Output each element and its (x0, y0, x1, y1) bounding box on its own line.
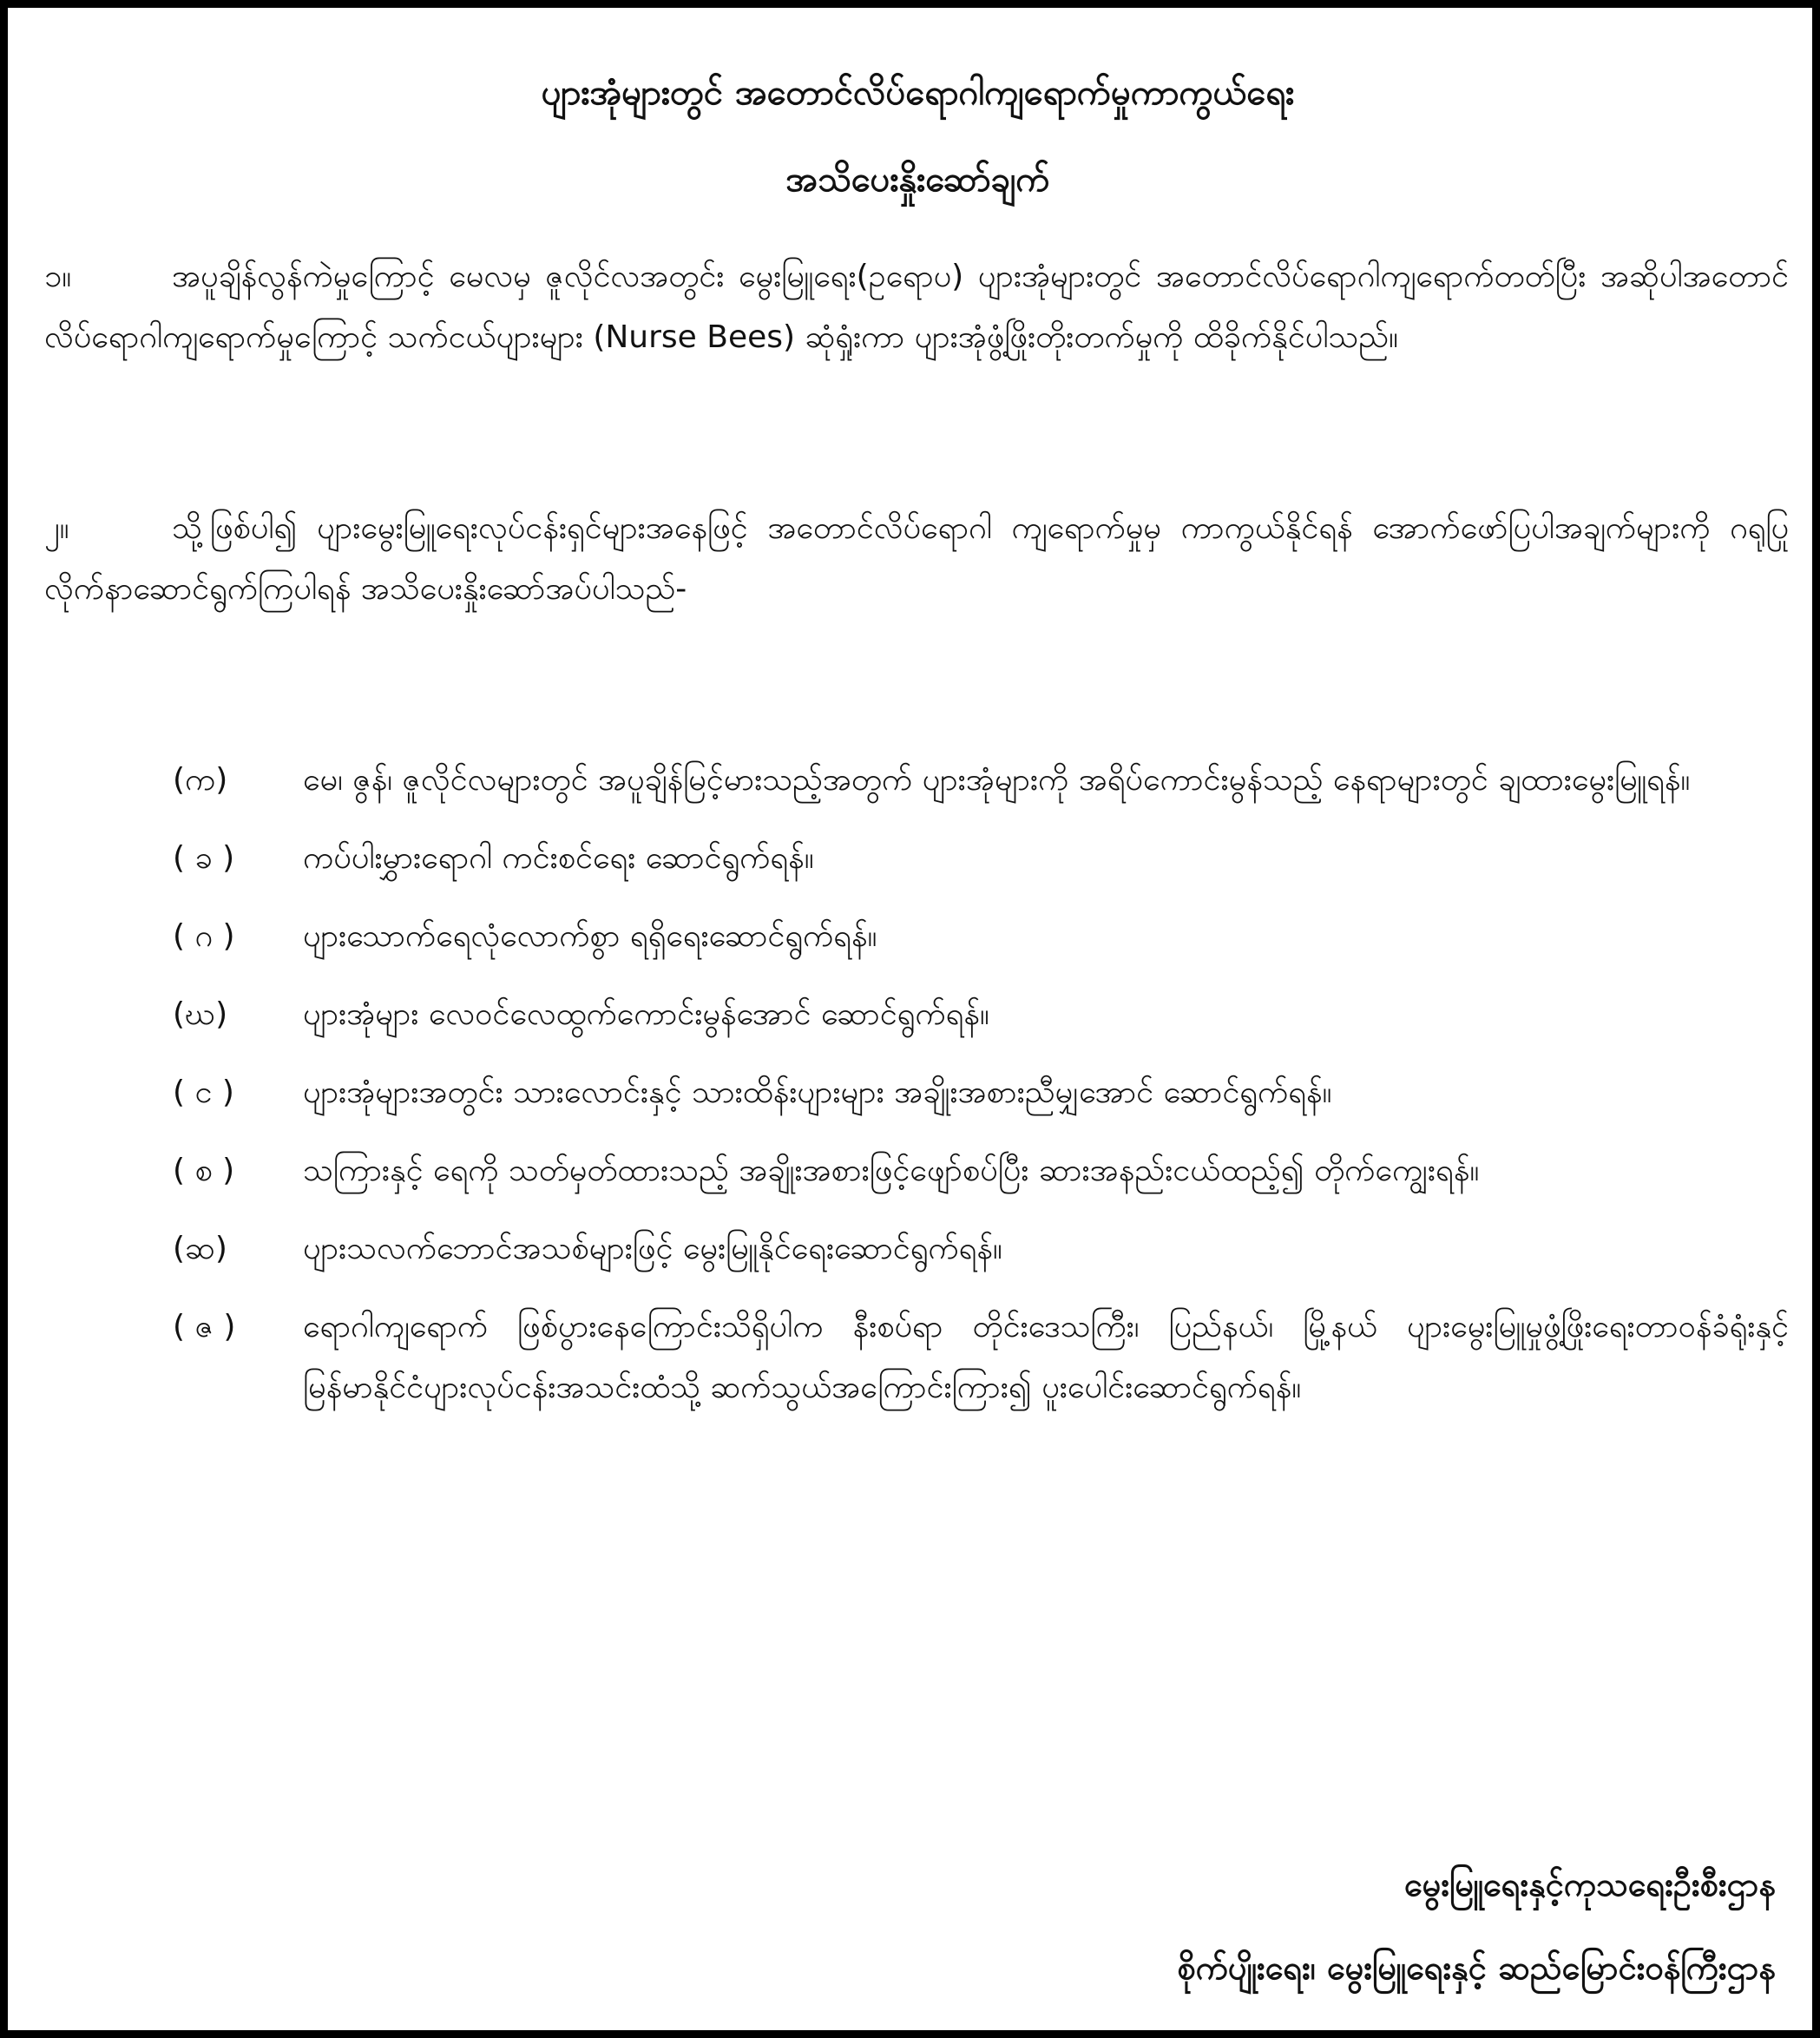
paragraph-2-number: ၂။ (44, 510, 69, 546)
paragraph-2-text: သို့ဖြစ်ပါ၍ ပျားမွေးမြူရေးလုပ်ငန်းရှင်များအနေဖြင့် အတောင်လိပ်ရောဂါ ကျရောက်မှုမှ ကာကွယ်နိုင်ရန် အောက်ဖော်ပြပါအချက်များကို ဂရုပြုလိုက်နာဆောင်ရွက်ကြပါရန် အသိပေးနှိုးဆော်အပ်ပါသည်- (44, 510, 1789, 607)
list-item-marker: (က) (173, 762, 228, 798)
list-item-marker: (ဆ) (173, 1231, 227, 1266)
notice-title: ပျားအုံများတွင် အတောင်လိပ်ရောဂါကျရောက်မှုကာကွယ်ရေး (541, 73, 1295, 113)
list-item-marker: ( ခ ) (173, 840, 235, 876)
list-item-marker: ( ဂ ) (173, 918, 235, 954)
list-item-marker: ( စ ) (173, 1153, 235, 1188)
list-item-marker: (ဃ) (173, 996, 228, 1032)
list-item-marker: ( ဇ ) (173, 1309, 236, 1344)
list-item-text: ကပ်ပါးမွှားရောဂါ ကင်းစင်ရေး ဆောင်ရွက်ရန်။ (303, 840, 814, 876)
list-item-text: ပျားအုံများ လေဝင်လေထွက်ကောင်းမွန်အောင် ဆောင်ရွက်ရန်။ (303, 996, 989, 1032)
instruction-list (173, 750, 1789, 1436)
list-item-text: ပျားအုံများအတွင်း သားလောင်းနှင့် သားထိန်းပျားများ အချိုးအစားညီမျှအောင် ဆောင်ရွက်ရန်။ (303, 1075, 1332, 1110)
signature-department: မွေးမြူရေးနှင့်ကုသရေးဦးစီးဌာန (1404, 1865, 1776, 1903)
notice-subtitle: အသိပေးနှိုးဆော်ချက် (785, 160, 1050, 200)
list-item (173, 1219, 1789, 1279)
list-item-text: သကြားနှင့် ရေကို သတ်မှတ်ထားသည့် အချိုးအစားဖြင့်ဖျော်စပ်ပြီး ဆားအနည်းငယ်ထည့်၍ တိုက်ကျွေးရန်။ (303, 1153, 1480, 1188)
list-item (173, 750, 1789, 811)
list-item (173, 906, 1789, 967)
list-item (173, 984, 1789, 1045)
paragraph-1 (44, 247, 1789, 368)
paragraph-2 (44, 498, 1789, 620)
list-item (173, 1062, 1789, 1123)
paragraph-1-text: အပူချိန်လွန်ကဲမှုကြောင့် မေလမှ ဇူလိုင်လအတွင်း မွေးမြူရေး(ဥရောပ) ပျားအုံများတွင် အတောင်လိပ်ရောဂါကျရောက်တတ်ပြီး အဆိုပါအတောင်လိပ်ရောဂါကျရောက်မှုကြောင့် သက်ငယ်ပျားများ (Nurse Bees) ဆုံရှုံးကာ ပျားအုံဖွံ့ဖြိုးတိုးတက်မှုကို ထိခိုက်နိုင်ပါသည်။ (44, 259, 1789, 355)
list-item-text: မေ၊ ဇွန်၊ ဇူလိုင်လများတွင် အပူချိန်မြင့်မားသည့်အတွက် ပျားအုံများကို အရိပ်ကောင်းမွန်သည့် နေရာများတွင် ချထားမွေးမြူရန်။ (303, 762, 1691, 798)
list-item (173, 828, 1789, 889)
list-item-text: ရောဂါကျရောက် ဖြစ်ပွားနေကြောင်းသိရှိပါက နီးစပ်ရာ တိုင်းဒေသကြီး၊ ပြည်နယ်၊ မြို့နယ် ပျားမွေးမြူမှုဖွံ့ဖြိုးရေးတာဝန်ခံရုံးနှင့် မြန်မာနိုင်ငံပျားလုပ်ငန်းအသင်းထံသို့ ဆက်သွယ်အကြောင်းကြား၍ ပူးပေါင်းဆောင်ရွက်ရန်။ (303, 1309, 1789, 1405)
signature-ministry: စိုက်ပျိုးရေး၊ မွေးမြူရေးနှင့် ဆည်မြောင်းဝန်ကြီးဌာန (1177, 1949, 1776, 1987)
list-item (173, 1141, 1789, 1201)
list-item-text: ပျားသလက်ဘောင်အသစ်များဖြင့် မွေးမြူနိုင်ရေးဆောင်ရွက်ရန်။ (303, 1231, 1002, 1266)
list-item-text: ပျားသောက်ရေလုံလောက်စွာ ရရှိရေးဆောင်ရွက်ရန်။ (303, 918, 877, 954)
list-item-marker: ( င ) (173, 1075, 234, 1110)
paragraph-1-number: ၁။ (44, 259, 72, 294)
list-item (173, 1297, 1789, 1418)
